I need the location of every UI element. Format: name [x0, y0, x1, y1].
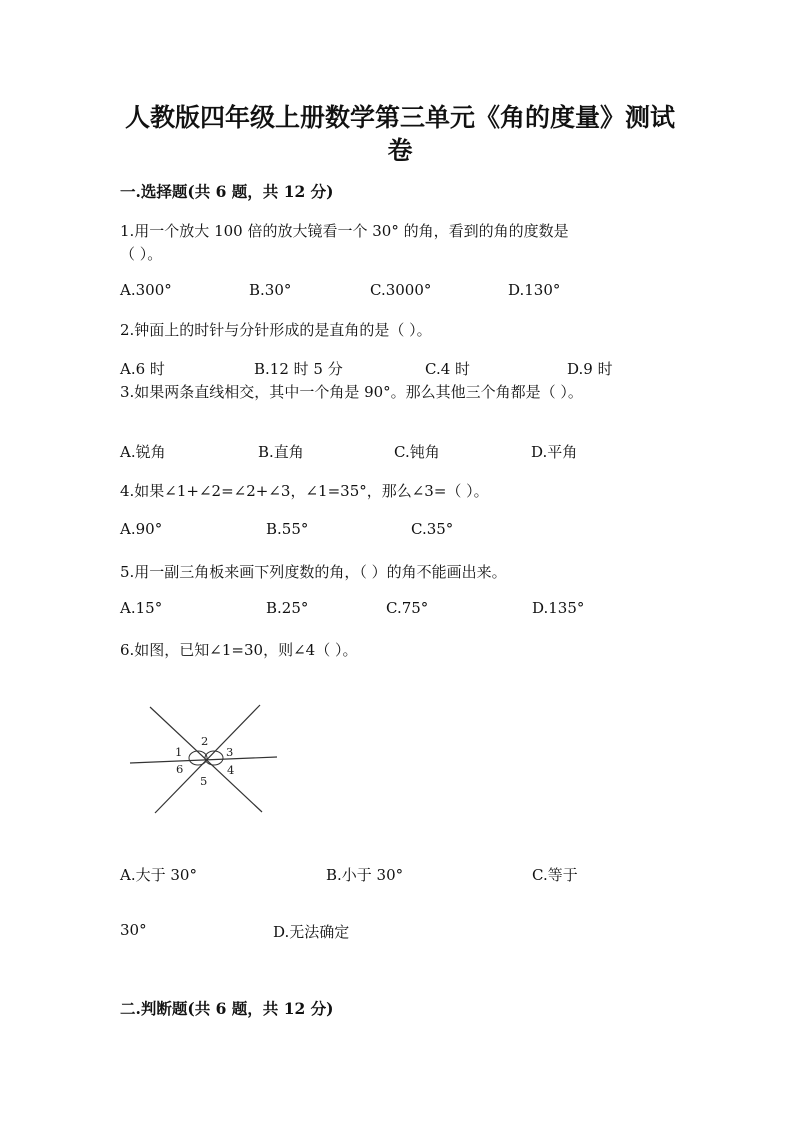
question-4-option-b: B.55°: [266, 520, 309, 538]
angle-label-4: 4: [227, 763, 235, 777]
angle-label-1: 1: [175, 745, 183, 759]
question-6-option-c: C.等于: [532, 866, 578, 884]
page-title: 人教版四年级上册数学第三单元《角的度量》测试: [124, 103, 675, 132]
question-3-text: 3.如果两条直线相交，其中一个角是 90°。那么其他三个角都是（ ）。: [120, 383, 583, 401]
question-1-option-a: A.300°: [120, 281, 172, 299]
question-1-blank: （ ）。: [120, 245, 163, 263]
angle-label-6: 6: [176, 762, 184, 776]
question-6-option-c-continued: 30°: [120, 921, 147, 939]
diagonal-line-2: [155, 705, 260, 813]
angle-label-5: 5: [200, 774, 208, 788]
question-5-option-c: C.75°: [386, 599, 429, 617]
question-4-option-a: A.90°: [120, 520, 163, 538]
question-2-option-c: C.4 时: [425, 360, 471, 378]
question-1-option-b: B.30°: [249, 281, 292, 299]
question-4-text: 4.如果∠1+∠2=∠2+∠3，∠1=35°，那么∠3=（ ）。: [120, 482, 489, 500]
section-heading-judgment: 二.判断题(共 6 题，共 12 分): [120, 999, 334, 1018]
question-6-option-b: B.小于 30°: [326, 866, 404, 884]
question-6-option-d: D.无法确定: [273, 923, 350, 941]
question-3-option-a: A.锐角: [120, 443, 166, 461]
section-heading-choice: 一.选择题(共 6 题，共 12 分): [120, 182, 334, 201]
question-6-text: 6.如图，已知∠1=30，则∠4（ ）。: [120, 641, 358, 659]
page-title-continued: 卷: [387, 136, 413, 165]
angle-label-3: 3: [226, 745, 234, 759]
question-5-option-b: B.25°: [266, 599, 309, 617]
question-5-option-d: D.135°: [532, 599, 585, 617]
question-3-option-c: C.钝角: [394, 443, 440, 461]
intersecting-lines-figure: [120, 695, 290, 825]
question-2-option-d: D.9 时: [567, 360, 613, 378]
question-3-option-b: B.直角: [258, 443, 304, 461]
question-4-option-c: C.35°: [411, 520, 454, 538]
question-6-option-a: A.大于 30°: [120, 866, 197, 884]
question-1-text: 1.用一个放大 100 倍的放大镜看一个 30° 的角，看到的角的度数是: [120, 222, 569, 240]
diagonal-line-1: [150, 707, 262, 812]
question-2-text: 2.钟面上的时针与分针形成的是直角的是（ ）。: [120, 321, 432, 339]
question-2-option-a: A.6 时: [120, 360, 165, 378]
question-1-option-d: D.130°: [508, 281, 561, 299]
question-2-option-b: B.12 时 5 分: [254, 360, 343, 378]
question-5-text: 5.用一副三角板来画下列度数的角，（ ）的角不能画出来。: [120, 563, 507, 581]
question-1-option-c: C.3000°: [370, 281, 432, 299]
angle-label-2: 2: [201, 734, 209, 748]
question-5-option-a: A.15°: [120, 599, 163, 617]
question-3-option-d: D.平角: [531, 443, 578, 461]
